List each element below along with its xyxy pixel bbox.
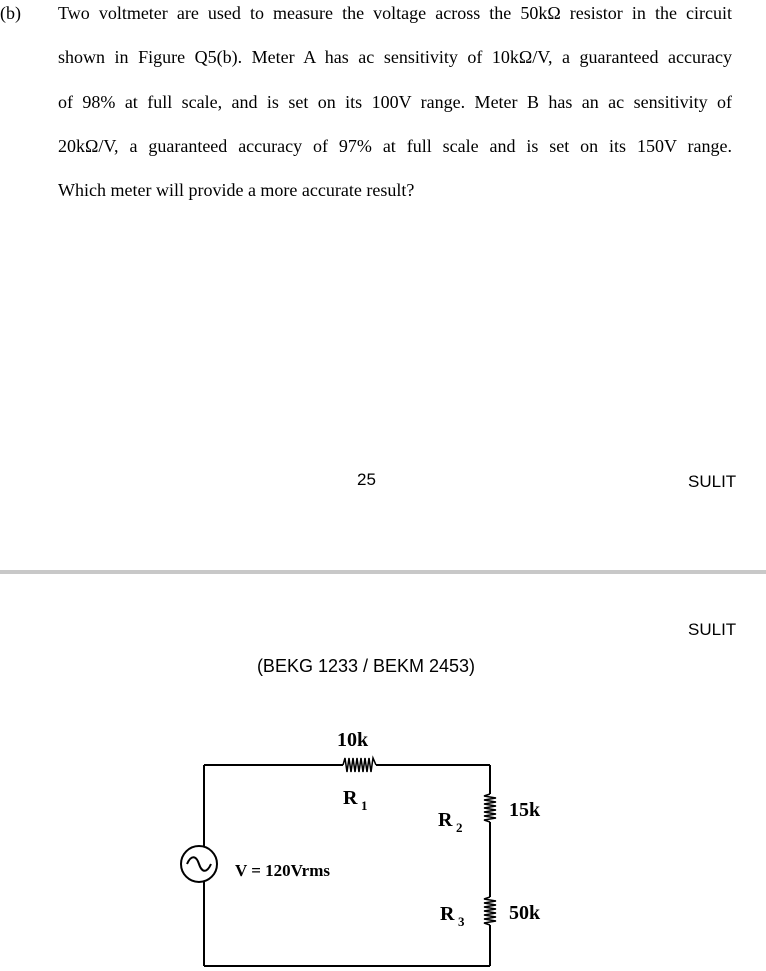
course-code: (BEKG 1233 / BEKM 2453) [256, 656, 476, 676]
question-label: (b) [0, 3, 21, 23]
r3-label: R [440, 903, 455, 925]
question-line-3: of 98% at full scale, and is set on its 100V range. Meter B has an ac sensitivity of [58, 92, 732, 112]
r3-value: 50k [509, 902, 541, 924]
header-sulit: SULIT [688, 620, 737, 639]
page-bottom [0, 574, 766, 971]
footer-sulit: SULIT [688, 472, 737, 491]
r2-subscript: 2 [456, 820, 463, 835]
r3-subscript: 3 [458, 914, 465, 929]
circuit-diagram [0, 574, 766, 971]
resistor-r2-icon [484, 794, 496, 822]
question-line-2: shown in Figure Q5(b). Meter A has ac sensitivity of 10kΩ/V, a guaranteed accuracy [58, 47, 732, 67]
r1-subscript: 1 [361, 798, 368, 813]
resistor-r3-icon [484, 897, 496, 925]
question-line-4: 20kΩ/V, a guaranteed accuracy of 97% at full scale and is set on its 150V range. [58, 136, 732, 156]
question-line-5: Which meter will provide a more accurate result? [58, 180, 415, 200]
r2-value: 15k [509, 799, 541, 821]
r2-label: R [438, 809, 453, 831]
source-label: V = 120Vrms [235, 861, 330, 880]
resistor-r1-icon [343, 758, 376, 772]
r1-label: R [343, 787, 358, 809]
page-number: 25 [357, 470, 376, 489]
question-line-1: Two voltmeter are used to measure the voltage across the 50kΩ resistor in the circuit [58, 3, 732, 23]
r1-value: 10k [337, 729, 369, 751]
ac-source-icon [181, 846, 217, 882]
